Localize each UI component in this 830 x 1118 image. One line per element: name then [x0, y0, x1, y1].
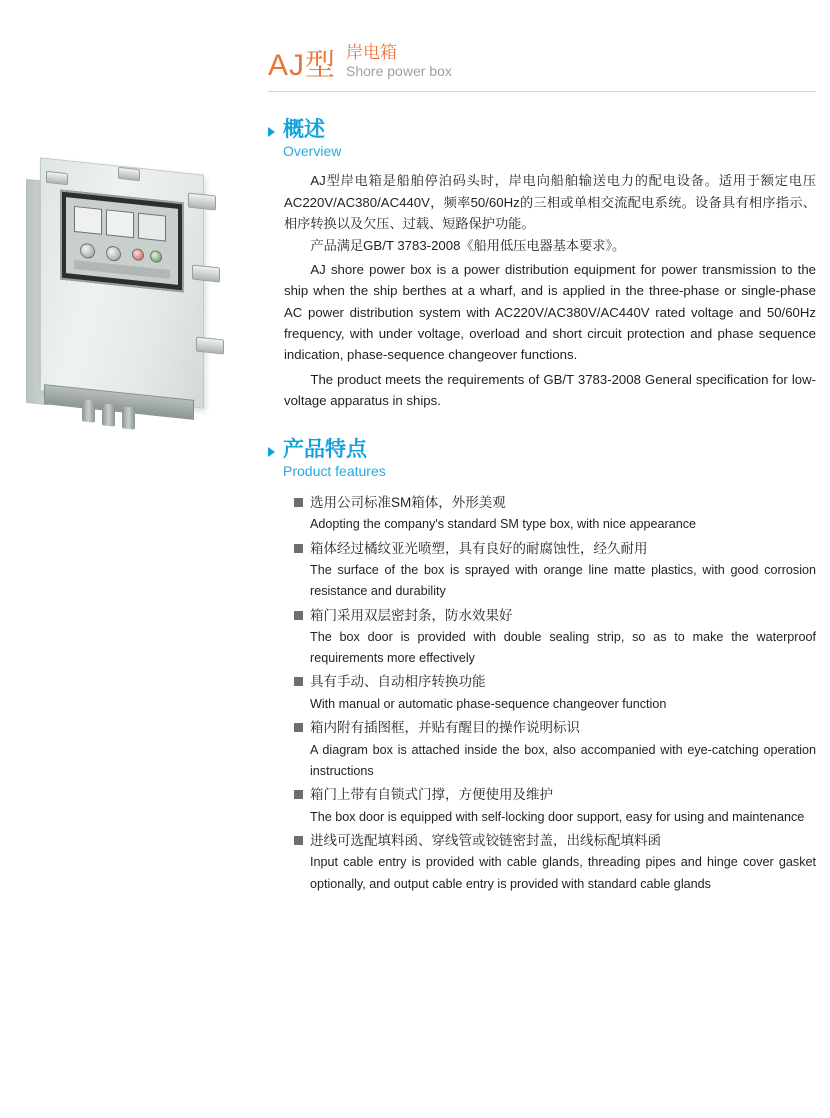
list-item: [294, 538, 816, 603]
feature-text-cn: 进线可选配填料函、穿线管或铰链密封盖，出线标配填料函: [310, 832, 661, 848]
meter-icon: [138, 213, 166, 242]
product-image-column: [0, 0, 258, 1118]
triangle-bullet-icon: [268, 127, 275, 137]
feature-text-cn-wrap: [294, 784, 816, 806]
list-item: [294, 492, 816, 536]
feature-text-cn-wrap: [294, 830, 816, 852]
latch-icon: [188, 193, 216, 211]
cable-gland-icon: [102, 403, 115, 426]
square-bullet-icon: [294, 498, 303, 507]
overview-paragraph-cn-2: 产品满足GB/T 3783-2008《船用低压电器基本要求》。: [310, 237, 626, 253]
feature-text-cn: 箱体经过橘纹亚光喷塑，具有良好的耐腐蚀性，经久耐用: [310, 540, 648, 556]
feature-text-en: The surface of the box is sprayed with orange line matte plastics, with good corrosion resistance and durability: [310, 563, 816, 599]
knob-icon: [106, 245, 121, 262]
product-name-cn: 岸电箱: [346, 43, 398, 62]
indicator-lamp-green-icon: [150, 250, 162, 263]
triangle-bullet-icon: [268, 447, 275, 457]
meter-icon: [74, 206, 102, 235]
feature-text-en: Adopting the company's standard SM type box, with nice appearance: [310, 517, 697, 532]
feature-text-cn: 箱门上带有自锁式门撑，方便使用及维护: [310, 787, 553, 803]
feature-text-cn: 具有手动、自动相序转换功能: [310, 674, 486, 690]
instrument-panel: [66, 197, 178, 285]
overview-paragraph-cn-1: AJ型岸电箱是船舶停泊码头时，岸电向船舶输送电力的配电设备。适用于额定电压AC220V/AC380/AC440V，频率50/60Hz的三相或单相交流配电系统。设备具有相序指示、相序转换以及欠压、过载、短路保护功能。: [284, 173, 816, 232]
top-latch-icon: [118, 167, 140, 181]
feature-text-cn-wrap: [294, 492, 816, 514]
list-item: [294, 605, 816, 670]
feature-text-cn: 箱内附有插图框，并贴有醒目的操作说明标识: [310, 720, 580, 736]
box-door-window: [60, 189, 184, 292]
square-bullet-icon: [294, 836, 303, 845]
overview-heading: [268, 118, 816, 160]
overview-heading-en: Overview: [283, 143, 342, 160]
product-name-group: [346, 44, 452, 81]
list-item: [294, 717, 816, 782]
feature-text-cn: 箱门采用双层密封条，防水效果好: [310, 607, 513, 623]
product-name-en: Shore power box: [346, 62, 452, 79]
feature-text-cn-wrap: [294, 671, 816, 693]
feature-text-en: The box door is provided with double sealing strip, so as to make the waterproof requirements more effectively: [310, 630, 816, 666]
square-bullet-icon: [294, 677, 303, 686]
product-photo: [22, 148, 236, 428]
latch-icon: [196, 337, 224, 355]
square-bullet-icon: [294, 611, 303, 620]
product-model: AJ型: [268, 49, 337, 83]
list-item: [294, 671, 816, 715]
latch-icon: [192, 265, 220, 283]
overview-section: [268, 118, 816, 411]
feature-text-en: With manual or automatic phase-sequence changeover function: [310, 697, 667, 712]
feature-text-en: A diagram box is attached inside the box, also accompanied with eye-catching operation instructions: [310, 742, 816, 778]
cable-gland-icon: [82, 399, 95, 422]
square-bullet-icon: [294, 790, 303, 799]
indicator-lamp-red-icon: [132, 248, 144, 261]
features-heading: [268, 438, 816, 480]
features-section: [268, 438, 816, 895]
list-item: [294, 784, 816, 828]
panel-label-strip: [74, 260, 170, 279]
knob-icon: [80, 243, 95, 260]
features-heading-cn: 产品特点: [283, 437, 367, 461]
meter-icon: [106, 209, 134, 238]
overview-paragraph-en-1: AJ shore power box is a power distribution equipment for power transmission to the ship when the ship berthes at a wharf, and is applied in the three-phase or single-phase AC power distribution system with AC220V/AC380V/AC440V rated voltage and 50/60Hz frequency, with under voltage, overload and short circuit protection and phase sequence indication, phase-sequence changeover functions.: [284, 261, 816, 363]
top-latch-icon: [46, 171, 68, 185]
cable-gland-icon: [122, 406, 135, 429]
content-column: [258, 0, 830, 1118]
feature-text-en: The box door is equipped with self-locking door support, easy for using and maintenance: [310, 809, 805, 824]
square-bullet-icon: [294, 723, 303, 732]
overview-paragraph-en-2: The product meets the requirements of GB/T 3783-2008 General specification for low-voltage apparatus in ships.: [284, 371, 816, 409]
feature-text-en: Input cable entry is provided with cable glands, threading pipes and hinge cover gasket optionally, and output cable entry is provided with standard cable glands: [310, 855, 816, 891]
square-bullet-icon: [294, 544, 303, 553]
overview-body: [268, 170, 816, 411]
product-title-block: [268, 44, 816, 92]
feature-text-cn: 选用公司标准SM箱体，外形美观: [310, 494, 506, 510]
feature-text-cn-wrap: [294, 717, 816, 739]
list-item: [294, 830, 816, 895]
overview-heading-cn: 概述: [283, 118, 325, 142]
features-list: [268, 492, 816, 895]
feature-text-cn-wrap: [294, 538, 816, 560]
features-heading-en: Product features: [283, 462, 386, 479]
feature-text-cn-wrap: [294, 605, 816, 627]
